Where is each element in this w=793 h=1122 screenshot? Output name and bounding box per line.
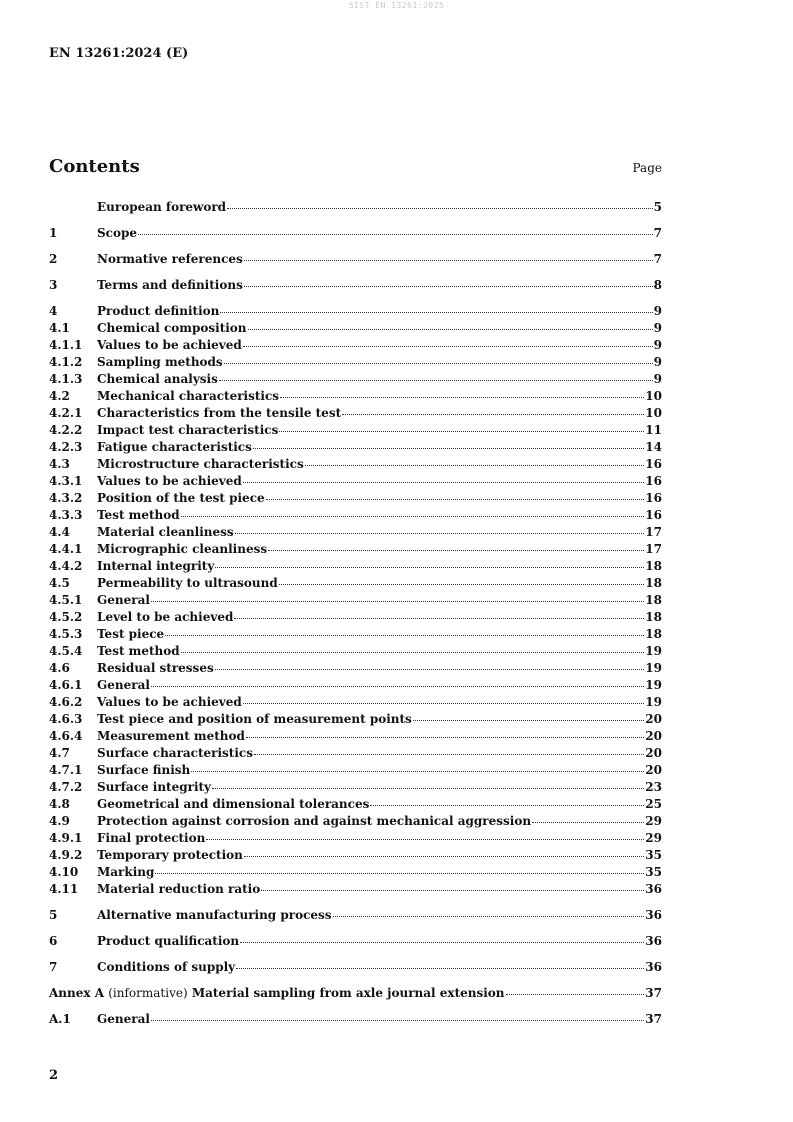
- toc-dot-leader: [151, 601, 644, 602]
- toc-dot-leader: [219, 380, 653, 381]
- toc-entry-page: 18: [645, 593, 662, 607]
- toc-entry[interactable]: [49, 355, 662, 372]
- toc-entry-page: 19: [645, 678, 662, 692]
- toc-dot-leader: [253, 448, 644, 449]
- toc-entry[interactable]: [49, 542, 662, 559]
- toc-entry-number: 4.5.2: [49, 610, 83, 624]
- toc-dot-leader: [254, 754, 644, 755]
- toc-entry-page: 36: [645, 934, 662, 948]
- toc-entry[interactable]: [49, 474, 662, 491]
- toc-entry-title: Test method: [97, 644, 180, 658]
- toc-entry-page: 16: [645, 474, 662, 488]
- toc-entry-page: 14: [645, 440, 662, 454]
- toc-entry-title: Values to be achieved: [97, 474, 242, 488]
- toc-entry-page: 18: [645, 627, 662, 641]
- toc-dot-leader: [261, 890, 644, 891]
- toc-entry-number: 4.6.4: [49, 729, 83, 743]
- toc-entry-title: Temporary protection: [97, 848, 243, 862]
- toc-entry-page: 5: [653, 200, 662, 214]
- toc-entry-title: Surface characteristics: [97, 746, 253, 760]
- toc-dot-leader: [243, 703, 645, 704]
- toc-entry[interactable]: [49, 457, 662, 474]
- toc-entry-title: Position of the test piece: [97, 491, 265, 505]
- toc-entry[interactable]: [49, 908, 662, 925]
- toc-entry-page: 17: [645, 525, 662, 539]
- toc-entry-page: 25: [645, 797, 662, 811]
- toc-entry-number: 4.5.1: [49, 593, 83, 607]
- toc-entry-page: 20: [645, 746, 662, 760]
- toc-entry-page: 16: [645, 457, 662, 471]
- toc-entry-page: 36: [645, 882, 662, 896]
- toc-entry-page: 35: [645, 865, 662, 879]
- toc-dot-leader: [234, 618, 644, 619]
- toc-entry-page: 29: [645, 831, 662, 845]
- toc-entry-number: 4.7: [49, 746, 70, 760]
- toc-entry[interactable]: [49, 763, 662, 780]
- toc-entry-number: 4.3.3: [49, 508, 83, 522]
- toc-entry-title: Fatigue characteristics: [97, 440, 252, 454]
- toc-entry-number: 4.4.2: [49, 559, 83, 573]
- toc-entry-number: 4.5.3: [49, 627, 83, 641]
- toc-entry-number: 4.1.3: [49, 372, 83, 386]
- toc-entry[interactable]: [49, 559, 662, 576]
- toc-entry-number: 4.6.1: [49, 678, 83, 692]
- toc-entry[interactable]: [49, 712, 662, 729]
- toc-entry-number: 7: [49, 960, 58, 974]
- toc-entry-title: Test method: [97, 508, 180, 522]
- toc-entry-number: 4.9.1: [49, 831, 83, 845]
- table-of-contents: [49, 200, 662, 1029]
- toc-entry-page: 9: [653, 372, 662, 386]
- toc-entry-title: General: [97, 1012, 150, 1026]
- toc-entry[interactable]: [49, 797, 662, 814]
- toc-entry[interactable]: [49, 960, 662, 977]
- toc-entry-number: 4.4.1: [49, 542, 83, 556]
- toc-entry-number: 5: [49, 908, 58, 922]
- toc-entry-title: European foreword: [97, 200, 227, 214]
- toc-entry-title: Surface integrity: [97, 780, 212, 794]
- toc-entry[interactable]: [49, 321, 662, 338]
- toc-entry-title: Alternative manufacturing process: [97, 908, 332, 922]
- toc-dot-leader: [244, 286, 653, 287]
- toc-entry[interactable]: [49, 1012, 662, 1029]
- toc-entry-number: 4.6.2: [49, 695, 83, 709]
- toc-dot-leader: [206, 839, 644, 840]
- toc-entry-number: 4.11: [49, 882, 79, 896]
- toc-entry[interactable]: [49, 423, 662, 440]
- toc-dot-leader: [220, 312, 652, 313]
- toc-entry-title: Geometrical and dimensional tolerances: [97, 797, 370, 811]
- toc-entry[interactable]: [49, 848, 662, 865]
- toc-dot-leader: [279, 431, 644, 432]
- toc-entry-title: Normative references: [97, 252, 243, 266]
- toc-entry[interactable]: [49, 986, 662, 1003]
- toc-entry-number: 4.10: [49, 865, 79, 879]
- toc-entry-title: Mechanical characteristics: [97, 389, 280, 403]
- toc-entry-number: 4.4: [49, 525, 70, 539]
- toc-entry-page: 16: [645, 508, 662, 522]
- toc-entry-page: 9: [653, 321, 662, 335]
- toc-entry-title: [49, 986, 505, 1000]
- toc-entry-title: Test piece and position of measurement points: [97, 712, 412, 726]
- toc-entry[interactable]: [49, 252, 662, 269]
- toc-entry-number: 4.7.2: [49, 780, 83, 794]
- toc-dot-leader: [181, 516, 645, 517]
- toc-dot-leader: [138, 234, 653, 235]
- toc-entry-number: 4.3.2: [49, 491, 83, 505]
- annex-label: Annex A: [49, 986, 105, 1000]
- page-column-label: Page: [632, 161, 662, 175]
- toc-entry-title: Product qualification: [97, 934, 240, 948]
- toc-dot-leader: [248, 329, 653, 330]
- toc-entry-page: 29: [645, 814, 662, 828]
- toc-entry[interactable]: [49, 865, 662, 882]
- toc-entry[interactable]: [49, 525, 662, 542]
- toc-dot-leader: [333, 916, 645, 917]
- toc-dot-leader: [165, 635, 644, 636]
- toc-entry[interactable]: [49, 226, 662, 243]
- toc-entry-title: General: [97, 593, 150, 607]
- toc-entry-title: Terms and definitions: [97, 278, 243, 292]
- toc-entry-page: 19: [645, 644, 662, 658]
- toc-entry-page: 20: [645, 763, 662, 777]
- toc-entry-page: 18: [645, 576, 662, 590]
- toc-entry[interactable]: [49, 389, 662, 406]
- toc-entry[interactable]: [49, 934, 662, 951]
- toc-entry[interactable]: [49, 661, 662, 678]
- toc-entry-number: 4.1: [49, 321, 70, 335]
- toc-entry[interactable]: [49, 508, 662, 525]
- toc-entry-page: 10: [645, 389, 662, 403]
- toc-dot-leader: [246, 737, 644, 738]
- toc-entry-title: Conditions of supply: [97, 960, 236, 974]
- toc-entry-title: Chemical analysis: [97, 372, 218, 386]
- toc-dot-leader: [305, 465, 645, 466]
- toc-entry-title: Product definition: [97, 304, 220, 318]
- toc-entry-title: Final protection: [97, 831, 206, 845]
- annex-title: Material sampling from axle journal extension: [191, 986, 505, 1000]
- toc-dot-leader: [151, 1020, 644, 1021]
- toc-entry-page: 23: [645, 780, 662, 794]
- toc-entry[interactable]: [49, 372, 662, 389]
- toc-entry-page: 9: [653, 355, 662, 369]
- toc-dot-leader: [151, 686, 644, 687]
- annex-informative: (informative): [108, 986, 188, 1000]
- toc-entry-number: 4.2.1: [49, 406, 83, 420]
- toc-entry-number: 4.8: [49, 797, 70, 811]
- page-number: 2: [49, 1068, 59, 1083]
- toc-entry-number: 4.3.1: [49, 474, 83, 488]
- toc-entry-page: 9: [653, 338, 662, 352]
- toc-entry-page: 20: [645, 729, 662, 743]
- toc-dot-leader: [236, 968, 644, 969]
- toc-dot-leader: [268, 550, 644, 551]
- toc-entry-title: Test piece: [97, 627, 165, 641]
- toc-entry[interactable]: [49, 200, 662, 217]
- toc-dot-leader: [244, 260, 653, 261]
- toc-entry-page: 20: [645, 712, 662, 726]
- toc-entry-page: 19: [645, 695, 662, 709]
- toc-entry-page: 36: [645, 960, 662, 974]
- toc-dot-leader: [181, 652, 645, 653]
- toc-dot-leader: [413, 720, 645, 721]
- toc-entry-page: 17: [645, 542, 662, 556]
- toc-entry[interactable]: [49, 304, 662, 321]
- toc-entry[interactable]: [49, 406, 662, 423]
- toc-entry-title: Micrographic cleanliness: [97, 542, 268, 556]
- toc-entry-number: 4.3: [49, 457, 70, 471]
- toc-dot-leader: [266, 499, 645, 500]
- toc-entry-page: 7: [653, 252, 662, 266]
- toc-entry-number: 4.5: [49, 576, 70, 590]
- toc-entry-number: 1: [49, 226, 58, 240]
- toc-entry[interactable]: [49, 678, 662, 695]
- toc-entry-title: Sampling methods: [97, 355, 223, 369]
- toc-entry-number: 6: [49, 934, 58, 948]
- toc-dot-leader: [280, 397, 644, 398]
- toc-dot-leader: [342, 414, 644, 415]
- toc-entry[interactable]: [49, 814, 662, 831]
- toc-entry-page: 10: [645, 406, 662, 420]
- toc-entry-number: 4.7.1: [49, 763, 83, 777]
- toc-dot-leader: [191, 771, 644, 772]
- toc-dot-leader: [224, 363, 653, 364]
- toc-entry-page: 18: [645, 610, 662, 624]
- toc-entry-title: Impact test characteristics: [97, 423, 279, 437]
- toc-entry-number: 4.5.4: [49, 644, 83, 658]
- toc-entry-title: Material reduction ratio: [97, 882, 261, 896]
- toc-dot-leader: [215, 567, 644, 568]
- toc-entry-page: 7: [653, 226, 662, 240]
- toc-entry-page: 36: [645, 908, 662, 922]
- toc-entry-title: Microstructure characteristics: [97, 457, 304, 471]
- toc-entry[interactable]: [49, 695, 662, 712]
- toc-entry[interactable]: [49, 746, 662, 763]
- toc-dot-leader: [279, 584, 645, 585]
- toc-entry-number: 4.9: [49, 814, 70, 828]
- toc-entry-number: 3: [49, 278, 58, 292]
- toc-entry-title: Values to be achieved: [97, 338, 242, 352]
- toc-entry-number: 4: [49, 304, 58, 318]
- document-id: EN 13261:2024 (E): [49, 46, 189, 61]
- toc-entry-number: 4.2: [49, 389, 70, 403]
- toc-entry-title: Characteristics from the tensile test: [97, 406, 342, 420]
- toc-entry-title: Surface finish: [97, 763, 191, 777]
- toc-entry[interactable]: [49, 627, 662, 644]
- toc-entry-page: 8: [653, 278, 662, 292]
- toc-entry-title: Residual stresses: [97, 661, 214, 675]
- toc-entry-title: Measurement method: [97, 729, 245, 743]
- toc-entry-page: 35: [645, 848, 662, 862]
- toc-dot-leader: [235, 533, 645, 534]
- toc-dot-leader: [212, 788, 644, 789]
- toc-dot-leader: [370, 805, 644, 806]
- toc-entry-title: Marking: [97, 865, 155, 879]
- watermark: SIST EN 13261:2025: [348, 1, 445, 10]
- toc-entry-number: 4.9.2: [49, 848, 83, 862]
- toc-entry-title: Values to be achieved: [97, 695, 242, 709]
- toc-entry[interactable]: [49, 593, 662, 610]
- toc-entry-title: Permeability to ultrasound: [97, 576, 278, 590]
- toc-entry-page: 9: [653, 304, 662, 318]
- toc-dot-leader: [243, 482, 645, 483]
- toc-entry-number: 2: [49, 252, 58, 266]
- toc-entry[interactable]: [49, 831, 662, 848]
- toc-dot-leader: [240, 942, 644, 943]
- toc-dot-leader: [155, 873, 644, 874]
- toc-dot-leader: [243, 346, 653, 347]
- toc-entry[interactable]: [49, 278, 662, 295]
- toc-entry-page: 19: [645, 661, 662, 675]
- toc-entry-page: 37: [645, 986, 662, 1000]
- toc-entry[interactable]: [49, 576, 662, 593]
- toc-entry-number: 4.2.3: [49, 440, 83, 454]
- toc-entry-number: 4.1.1: [49, 338, 83, 352]
- toc-entry-number: 4.6.3: [49, 712, 83, 726]
- toc-entry[interactable]: [49, 338, 662, 355]
- toc-entry-title: Chemical composition: [97, 321, 247, 335]
- toc-entry-number: 4.6: [49, 661, 70, 675]
- toc-entry[interactable]: [49, 882, 662, 899]
- toc-entry[interactable]: [49, 491, 662, 508]
- toc-dot-leader: [227, 208, 653, 209]
- toc-entry-title: General: [97, 678, 150, 692]
- toc-entry-number: 4.2.2: [49, 423, 83, 437]
- toc-entry-title: Protection against corrosion and against mechanical aggression: [97, 814, 532, 828]
- toc-entry[interactable]: [49, 729, 662, 746]
- toc-entry-title: Scope: [97, 226, 138, 240]
- toc-entry-title: Material cleanliness: [97, 525, 234, 539]
- toc-dot-leader: [506, 994, 645, 995]
- toc-entry[interactable]: [49, 440, 662, 457]
- toc-dot-leader: [244, 856, 644, 857]
- toc-entry[interactable]: [49, 644, 662, 661]
- toc-entry-page: 16: [645, 491, 662, 505]
- toc-entry[interactable]: [49, 780, 662, 797]
- toc-entry-title: Level to be achieved: [97, 610, 234, 624]
- toc-dot-leader: [215, 669, 645, 670]
- toc-entry-title: Internal integrity: [97, 559, 215, 573]
- toc-entry-page: 11: [645, 423, 662, 437]
- toc-entry-page: 18: [645, 559, 662, 573]
- toc-entry-number: A.1: [49, 1012, 71, 1026]
- contents-title: Contents: [49, 156, 140, 177]
- toc-dot-leader: [532, 822, 644, 823]
- toc-entry-page: 37: [645, 1012, 662, 1026]
- toc-entry-number: 4.1.2: [49, 355, 83, 369]
- toc-entry[interactable]: [49, 610, 662, 627]
